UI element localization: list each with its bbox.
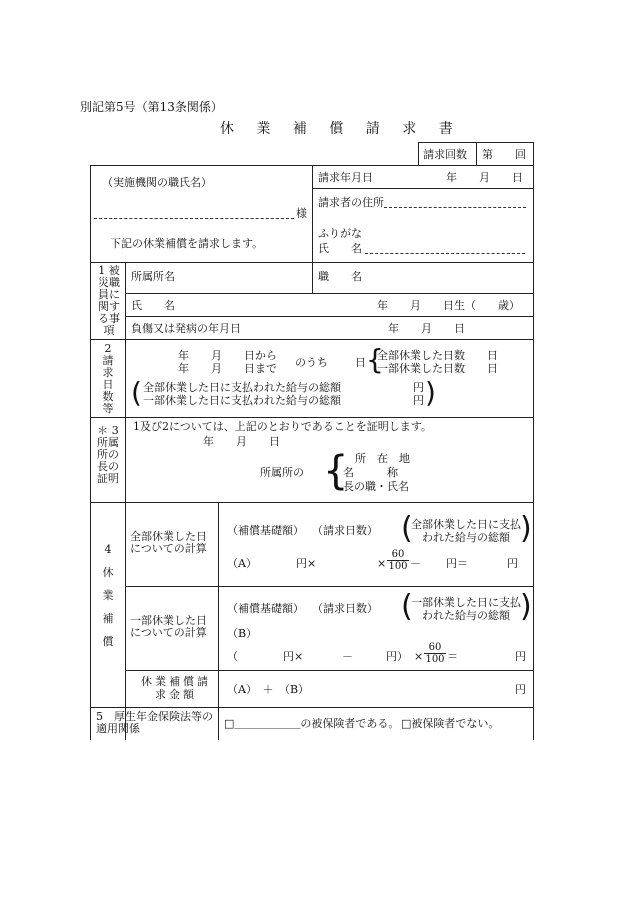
claim-count-label: 請求回数 [423, 148, 467, 161]
partial-paren-left-icon: ( [401, 589, 413, 624]
dept-of-label: 所属所の [260, 466, 304, 479]
section5-label: 5 厚生年金保険法等の適用関係 [96, 710, 213, 735]
form-reference: 別記第5号（第13条関係） [80, 100, 223, 114]
injury-date-label: 負傷又は発病の年月日 [131, 322, 241, 335]
full-pay-label: 全部休業した日に支払われた給与の総額 [143, 381, 341, 394]
total-days-field[interactable]: 日 [355, 356, 366, 369]
partial-paren-right-icon: ) [520, 589, 532, 624]
birth-date-field[interactable]: 年 月 日生（ 歳） [377, 299, 520, 312]
full-calc-title: 全部休業した日についての計算 [130, 530, 207, 555]
dept-name-label: 名 称 [343, 466, 398, 479]
formula-b-result-yen[interactable]: 円 [515, 650, 526, 663]
paren-left-icon: ( [131, 376, 142, 409]
base-amount-label-b: （補償基礎額） [227, 602, 304, 615]
fraction-b-numerator: 60 [424, 642, 446, 654]
fraction-a [387, 549, 409, 572]
sama-label: 様 [296, 207, 307, 220]
request-date-field[interactable]: 年 月 日 [446, 171, 523, 184]
employee-name-label: 氏 名 [131, 299, 175, 312]
furigana-label: ふりがな [318, 227, 362, 240]
formula-b-times: × [414, 650, 424, 663]
department-label: 所属所名 [131, 270, 175, 283]
formula-b-close-yen[interactable]: 円） [386, 650, 408, 663]
formula-b-open-paren: （ [227, 650, 238, 663]
insured-option[interactable]: □＿＿＿＿＿＿の被保険者である。 [224, 717, 400, 730]
partial-calc-title: 一部休業した日についての計算 [130, 614, 207, 639]
full-paren-right-icon: ) [520, 511, 532, 546]
request-statement: 下記の休業補償を請求します。 [110, 237, 264, 250]
claim-count-field[interactable]: 第 回 [482, 148, 526, 161]
full-pay-yen[interactable]: 円 [413, 381, 424, 394]
formula-b-label: （B） [227, 627, 258, 640]
claimant-name-label: 氏 名 [318, 242, 362, 255]
certification-date-field[interactable]: 年 月 日 [203, 435, 280, 448]
fraction-a-numerator: 60 [387, 549, 409, 561]
claim-days-label-b: （請求日数） [312, 602, 378, 615]
not-insured-option[interactable]: □被保険者でない。 [401, 717, 500, 730]
formula-a-times: × [377, 557, 387, 570]
partial-days-field[interactable]: 一部休業した日数 日 [377, 362, 498, 375]
head-title-label: 長の職・氏名 [343, 480, 409, 493]
amount-yen[interactable]: 円 [515, 683, 526, 696]
partial-pay-yen[interactable]: 円 [413, 394, 424, 407]
injury-date-field[interactable]: 年 月 日 [388, 322, 465, 335]
formula-a-minus: － [410, 557, 421, 570]
fraction-b-denominator: 100 [425, 654, 445, 665]
formula-a-label: （A） [227, 557, 257, 570]
section1-label: 1 被災職員に関する事項 [98, 264, 120, 337]
section3-label: ＊ 3 所属所の長の証明 [97, 424, 119, 485]
job-title-label: 職 名 [318, 270, 362, 283]
of-which-label: のうち [295, 356, 328, 369]
formula-a-yen-eq[interactable]: 円＝ [446, 557, 468, 570]
cert-brace-icon: { [323, 448, 349, 494]
full-paren-left-icon: ( [401, 511, 413, 546]
period-from-field[interactable]: 年 月 日から [178, 349, 277, 362]
form-title: 休 業 補 償 請 求 書 [220, 121, 462, 137]
formula-b-yen-times[interactable]: 円× [283, 650, 304, 663]
period-to-field[interactable]: 年 月 日まで [178, 362, 277, 375]
paren-right-icon: ) [425, 376, 436, 409]
amount-formula: （A） ＋ （B） [227, 683, 310, 696]
amount-label: 休業補償請求金額 [141, 675, 211, 701]
formula-b-eq: ＝ [447, 650, 458, 663]
request-date-label: 請求年月日 [318, 171, 373, 184]
full-days-field[interactable]: 全部休業した日数 日 [377, 349, 498, 362]
fraction-b [424, 642, 446, 665]
full-paren-text: 全部休業した日に支払われた給与の総額 [411, 518, 521, 544]
claimant-name-field[interactable] [365, 253, 525, 254]
section4-label: 4 休 業 補 償 [102, 543, 114, 648]
partial-paren-text: 一部休業した日に支払われた給与の総額 [411, 596, 521, 622]
official-name-field[interactable] [94, 218, 294, 219]
partial-pay-label: 一部休業した日に支払われた給与の総額 [143, 394, 341, 407]
base-amount-label-a: （補償基礎額） [227, 524, 304, 537]
formula-a-yen-times[interactable]: 円× [296, 557, 317, 570]
address-label: 請求者の住所 [318, 196, 384, 209]
certification-text: 1及び2については、上記のとおりであることを証明します。 [133, 420, 432, 433]
fraction-a-denominator: 100 [388, 561, 408, 572]
location-label: 所 在 地 [355, 452, 410, 465]
address-field[interactable] [384, 207, 526, 208]
formula-b-minus: － [342, 650, 353, 663]
brace-icon: { [366, 343, 384, 376]
section2-label: 2 請求日数等 [102, 342, 114, 415]
formula-a-result-yen[interactable]: 円 [507, 557, 518, 570]
official-title-label: （実施機関の職氏名） [102, 176, 212, 189]
claim-days-label-a: （請求日数） [312, 524, 378, 537]
